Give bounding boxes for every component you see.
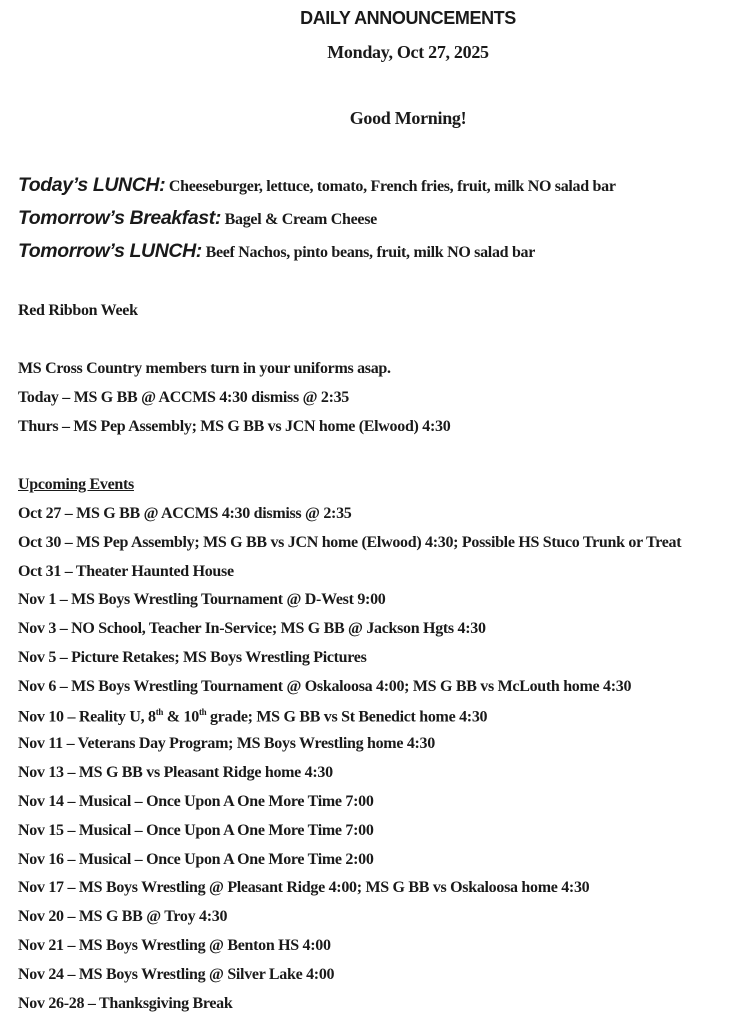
event-text: Nov 11 – Veterans Day Program; MS Boys Wrestling home 4:30 [18,735,435,753]
event-text: Nov 16 – Musical – Once Upon A One More Time 2:00 [18,850,374,868]
menu-text: Beef Nachos, pinto beans, fruit, milk NO salad bar [205,244,536,261]
menu-tomorrow-breakfast [18,207,377,230]
event-item [18,995,232,1013]
event-item [18,966,334,984]
event-text: Nov 3 – NO School, Teacher In-Service; MS G BB @ Jackson Hgts 4:30 [18,620,486,638]
superscript: th [198,706,207,717]
event-text: Nov 26-28 – Thanksgiving Break [18,994,233,1012]
event-item [18,822,374,840]
announcement-date: Monday, Oct 27, 2025 [327,42,489,62]
event-text: Nov 13 – MS G BB vs Pleasant Ridge home 4:30 [18,764,333,782]
menu-label: Tomorrow’s LUNCH: [18,240,202,262]
notice: Thurs – MS Pep Assembly; MS G BB vs JCN home (Elwood) 4:30 [18,418,451,435]
event-text: Nov 20 – MS G BB @ Troy 4:30 [18,908,228,926]
menu-text: Cheeseburger, lettuce, tomato, French fries, fruit, milk NO salad bar [168,178,616,195]
event-text: Nov 15 – Musical – Once Upon A One More Time 7:00 [18,821,374,839]
event-text: Nov 5 – Picture Retakes; MS Boys Wrestling Pictures [18,649,367,666]
event-text: Oct 31 – Theater Haunted House [18,562,234,580]
event-text: Nov 10 – Reality U, 8 [18,707,156,725]
greeting: Good Morning! [349,108,467,128]
event-item [18,678,631,696]
event-text: Nov 1 – MS Boys Wrestling Tournament @ D-West 9:00 [18,591,386,609]
event-item [18,793,374,811]
event-item [18,534,681,552]
event-text: Nov 6 – MS Boys Wrestling Tournament @ Oskaloosa 4:00; MS G BB vs McLouth home 4:30 [18,677,632,695]
event-item [18,764,333,782]
event-text: Nov 17 – MS Boys Wrestling @ Pleasant Ridge 4:00; MS G BB vs Oskaloosa home 4:30 [18,879,590,897]
event-text: Nov 14 – Musical – Once Upon A One More Time 7:00 [18,793,374,810]
event-text: grade; MS G BB vs St Benedict home 4:30 [206,707,488,725]
menu-tomorrow-lunch [18,240,535,263]
upcoming-events-heading: Upcoming Events [18,476,134,493]
menu-today-lunch [18,174,616,197]
event-item [18,908,227,926]
event-text: Oct 27 – MS G BB @ ACCMS 4:30 dismiss @ 2:35 [18,505,352,522]
superscript: th [155,706,164,717]
notice: Today – MS G BB @ ACCMS 4:30 dismiss @ 2:35 [18,389,349,406]
menu-label: Today’s LUNCH: [18,174,166,196]
event-item [18,707,487,726]
event-item [18,620,486,638]
event-item [18,591,385,609]
event-item [18,563,234,581]
event-text: Nov 24 – MS Boys Wrestling @ Silver Lake 4:00 [18,965,335,983]
theme-week: Red Ribbon Week [18,302,138,319]
event-item [18,879,589,897]
event-item [18,851,374,869]
menu-label: Tomorrow’s Breakfast: [18,207,221,229]
event-text: Oct 30 – MS Pep Assembly; MS G BB vs JCN home (Elwood) 4:30; Possible HS Stuco Trunk or Treat [18,533,682,551]
event-item [18,505,351,523]
event-text: & 10 [163,707,199,725]
menu-text: Bagel & Cream Cheese [224,211,377,228]
event-item [18,735,435,753]
event-text: Nov 21 – MS Boys Wrestling @ Benton HS 4:00 [18,937,331,954]
event-item [18,937,331,955]
page-title: DAILY ANNOUNCEMENTS [300,8,516,28]
event-item [18,649,367,667]
notice: MS Cross Country members turn in your uniforms asap. [18,360,391,377]
